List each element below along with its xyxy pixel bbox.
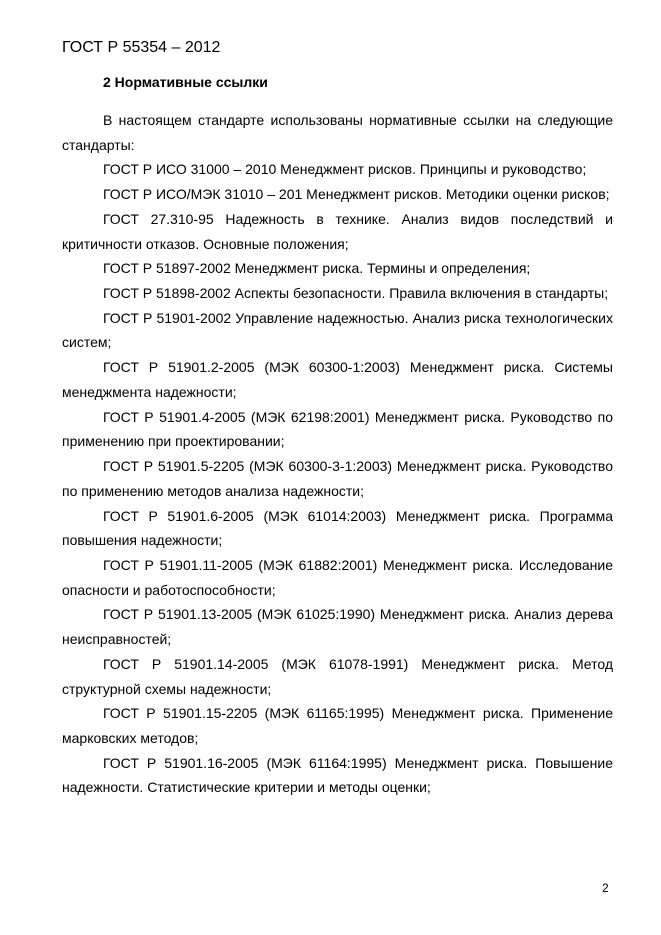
reference-item: ГОСТ Р 51901.15-2205 (МЭК 61165:1995) Менеджмент риска. Применение марковских методов; xyxy=(62,705,613,746)
reference-item: ГОСТ Р ИСО/МЭК 31010 – 201 Менеджмент рисков. Методики оценки рисков; xyxy=(103,186,610,203)
section-title: 2 Нормативные ссылки xyxy=(103,74,268,90)
paragraph-intro: В настоящем стандарте использованы нормативные ссылки на следующие стандарты: xyxy=(62,112,613,153)
reference-item: ГОСТ 27.310-95 Надежность в технике. Анализ видов последствий и критичности отказов. Основные положения; xyxy=(62,210,613,252)
reference-item: ГОСТ Р 51901.2-2005 (МЭК 60300-1:2003) Менеджмент риска. Системы менеджмента надежности; xyxy=(62,359,613,400)
reference-item: ГОСТ Р 51901-2002 Управление надежностью. Анализ риска технологических систем; xyxy=(62,309,613,351)
page-number: 2 xyxy=(602,881,609,895)
document-header: ГОСТ Р 55354 – 2012 xyxy=(62,39,221,56)
reference-item: ГОСТ Р ИСО 31000 – 2010 Менеджмент рисков. Принципы и руководство; xyxy=(103,161,587,178)
reference-item: ГОСТ Р 51901.14-2005 (МЭК 61078-1991) Менеджмент риска. Метод структурной схемы надежности; xyxy=(62,655,613,697)
reference-item: ГОСТ Р 51901.16-2005 (МЭК 61164:1995) Менеджмент риска. Повышение надежности. Статистические критерии и методы оценки; xyxy=(62,754,613,796)
reference-item: ГОСТ Р 51901.11-2005 (МЭК 61882:2001) Менеджмент риска. Исследование опасности и работоспособности; xyxy=(62,556,613,598)
reference-item: ГОСТ Р 51901.4-2005 (МЭК 62198:2001) Менеджмент риска. Руководство по применению при проектировании; xyxy=(62,408,613,450)
reference-item: ГОСТ Р 51897-2002 Менеджмент риска. Термины и определения; xyxy=(103,260,531,277)
reference-item: ГОСТ Р 51898-2002 Аспекты безопасности. Правила включения в стандарты; xyxy=(103,285,609,302)
reference-item: ГОСТ Р 51901.13-2005 (МЭК 61025:1990) Менеджмент риска. Анализ дерева неисправностей; xyxy=(62,606,613,648)
document-body xyxy=(62,108,613,800)
reference-item: ГОСТ Р 51901.6-2005 (МЭК 61014:2003) Менеджмент риска. Программа повышения надежности; xyxy=(62,507,613,549)
reference-item: ГОСТ Р 51901.5-2205 (МЭК 60300-3-1:2003) Менеджмент риска. Руководство по применению методов анализа надежности; xyxy=(62,458,613,499)
